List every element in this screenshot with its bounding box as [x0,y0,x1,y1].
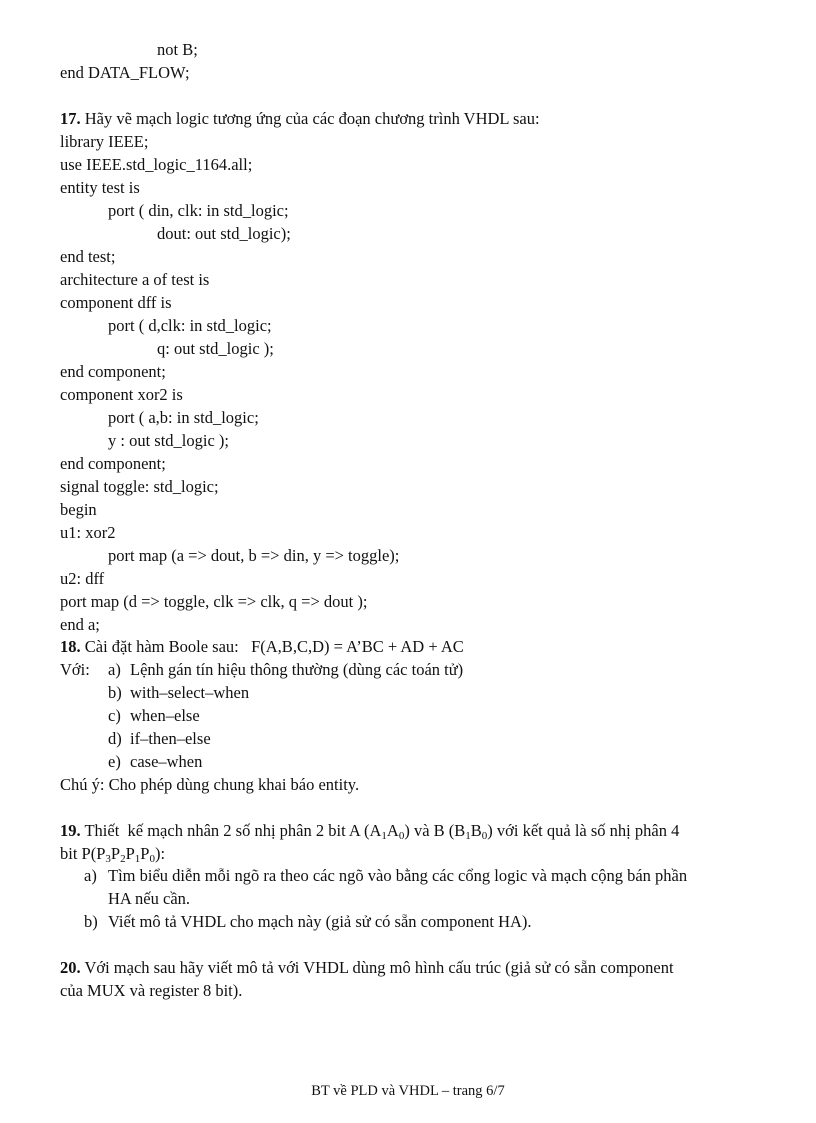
code-line: component dff is [60,293,172,312]
question-number: 19. [60,821,81,840]
code-line: library IEEE; [60,132,149,151]
list-letter: e) [108,752,121,771]
list-item: when–else [130,706,200,725]
list-letter: d) [108,729,122,748]
list-letter: c) [108,706,121,725]
list-item: case–when [130,752,203,771]
list-item: Tìm biểu diễn mỗi ngõ ra theo các ngõ vào bằng các cổng logic và mạch cộng bán phần [108,866,688,885]
list-item: Viết mô tả VHDL cho mạch này (giả sử có sẵn component HA). [108,912,532,931]
code-line: end component; [60,362,166,381]
list-letter: b) [108,683,122,702]
code-line: entity test is [60,178,140,197]
question-17-heading [60,109,540,129]
code-line: u1: xor2 [60,523,116,542]
question-number: 18. [60,637,81,656]
code-line: architecture a of test is [60,270,210,289]
code-line: use IEEE.std_logic_1164.all; [60,155,253,174]
question-20-heading [60,958,674,978]
list-letter: a) [108,660,121,679]
page-footer: BT về PLD và VHDL – trang 6/7 [311,1083,505,1099]
list-item: Lệnh gán tín hiệu thông thường (dùng các toán tử) [130,660,464,679]
code-line: not B; [157,40,198,59]
code-line: port ( din, clk: in std_logic; [108,201,289,220]
note: Chú ý: Cho phép dùng chung khai báo entity. [60,775,360,794]
code-line: signal toggle: std_logic; [60,477,219,496]
code-line: q: out std_logic ); [157,339,274,358]
list-item: with–select–when [130,683,250,702]
code-line: end component; [60,454,166,473]
code-line: end test; [60,247,116,266]
code-line: u2: dff [60,569,105,588]
list-item: if–then–else [130,729,211,748]
code-line: port map (d => toggle, clk => clk, q => dout ); [60,592,368,611]
code-line: y : out std_logic ); [108,431,229,450]
question-text: Với mạch sau hãy viết mô tả với VHDL dùng mô hình cấu trúc (giả sử có sẵn component [84,958,674,977]
question-18-heading [60,637,464,657]
code-line: end a; [60,615,100,634]
code-line: dout: out std_logic); [157,224,291,243]
list-item-cont: HA nếu cần. [108,889,191,908]
question-20-line2: của MUX và register 8 bit). [60,981,243,1000]
code-line: component xor2 is [60,385,183,404]
list-letter: b) [84,912,98,931]
code-line: port ( d,clk: in std_logic; [108,316,272,335]
question-19-heading: 19. Thiết kế mạch nhân 2 số nhị phân 2 bit A $(A_1A_0)$ và B $(B_1B_0)$ với kết quả là số nhị phân 4 [60,821,680,842]
question-19-line2: bit $P(P_3P_2P_1P_0)$: [60,844,166,865]
question-number: 20. [60,958,81,977]
question-number: 17. [60,109,81,128]
code-line: port ( a,b: in std_logic; [108,408,259,427]
list-letter: a) [84,866,97,885]
code-line: begin [60,500,97,519]
code-line: port map (a => dout, b => din, y => toggle); [108,546,400,565]
with-label: Với: [60,660,90,679]
question-text: Cài đặt hàm Boole sau: F(A,B,C,D) = A’BC + AD + AC [84,637,464,656]
question-text: Hãy vẽ mạch logic tương ứng của các đoạn chương trình VHDL sau: [84,109,540,128]
code-line: end DATA_FLOW; [60,63,190,82]
